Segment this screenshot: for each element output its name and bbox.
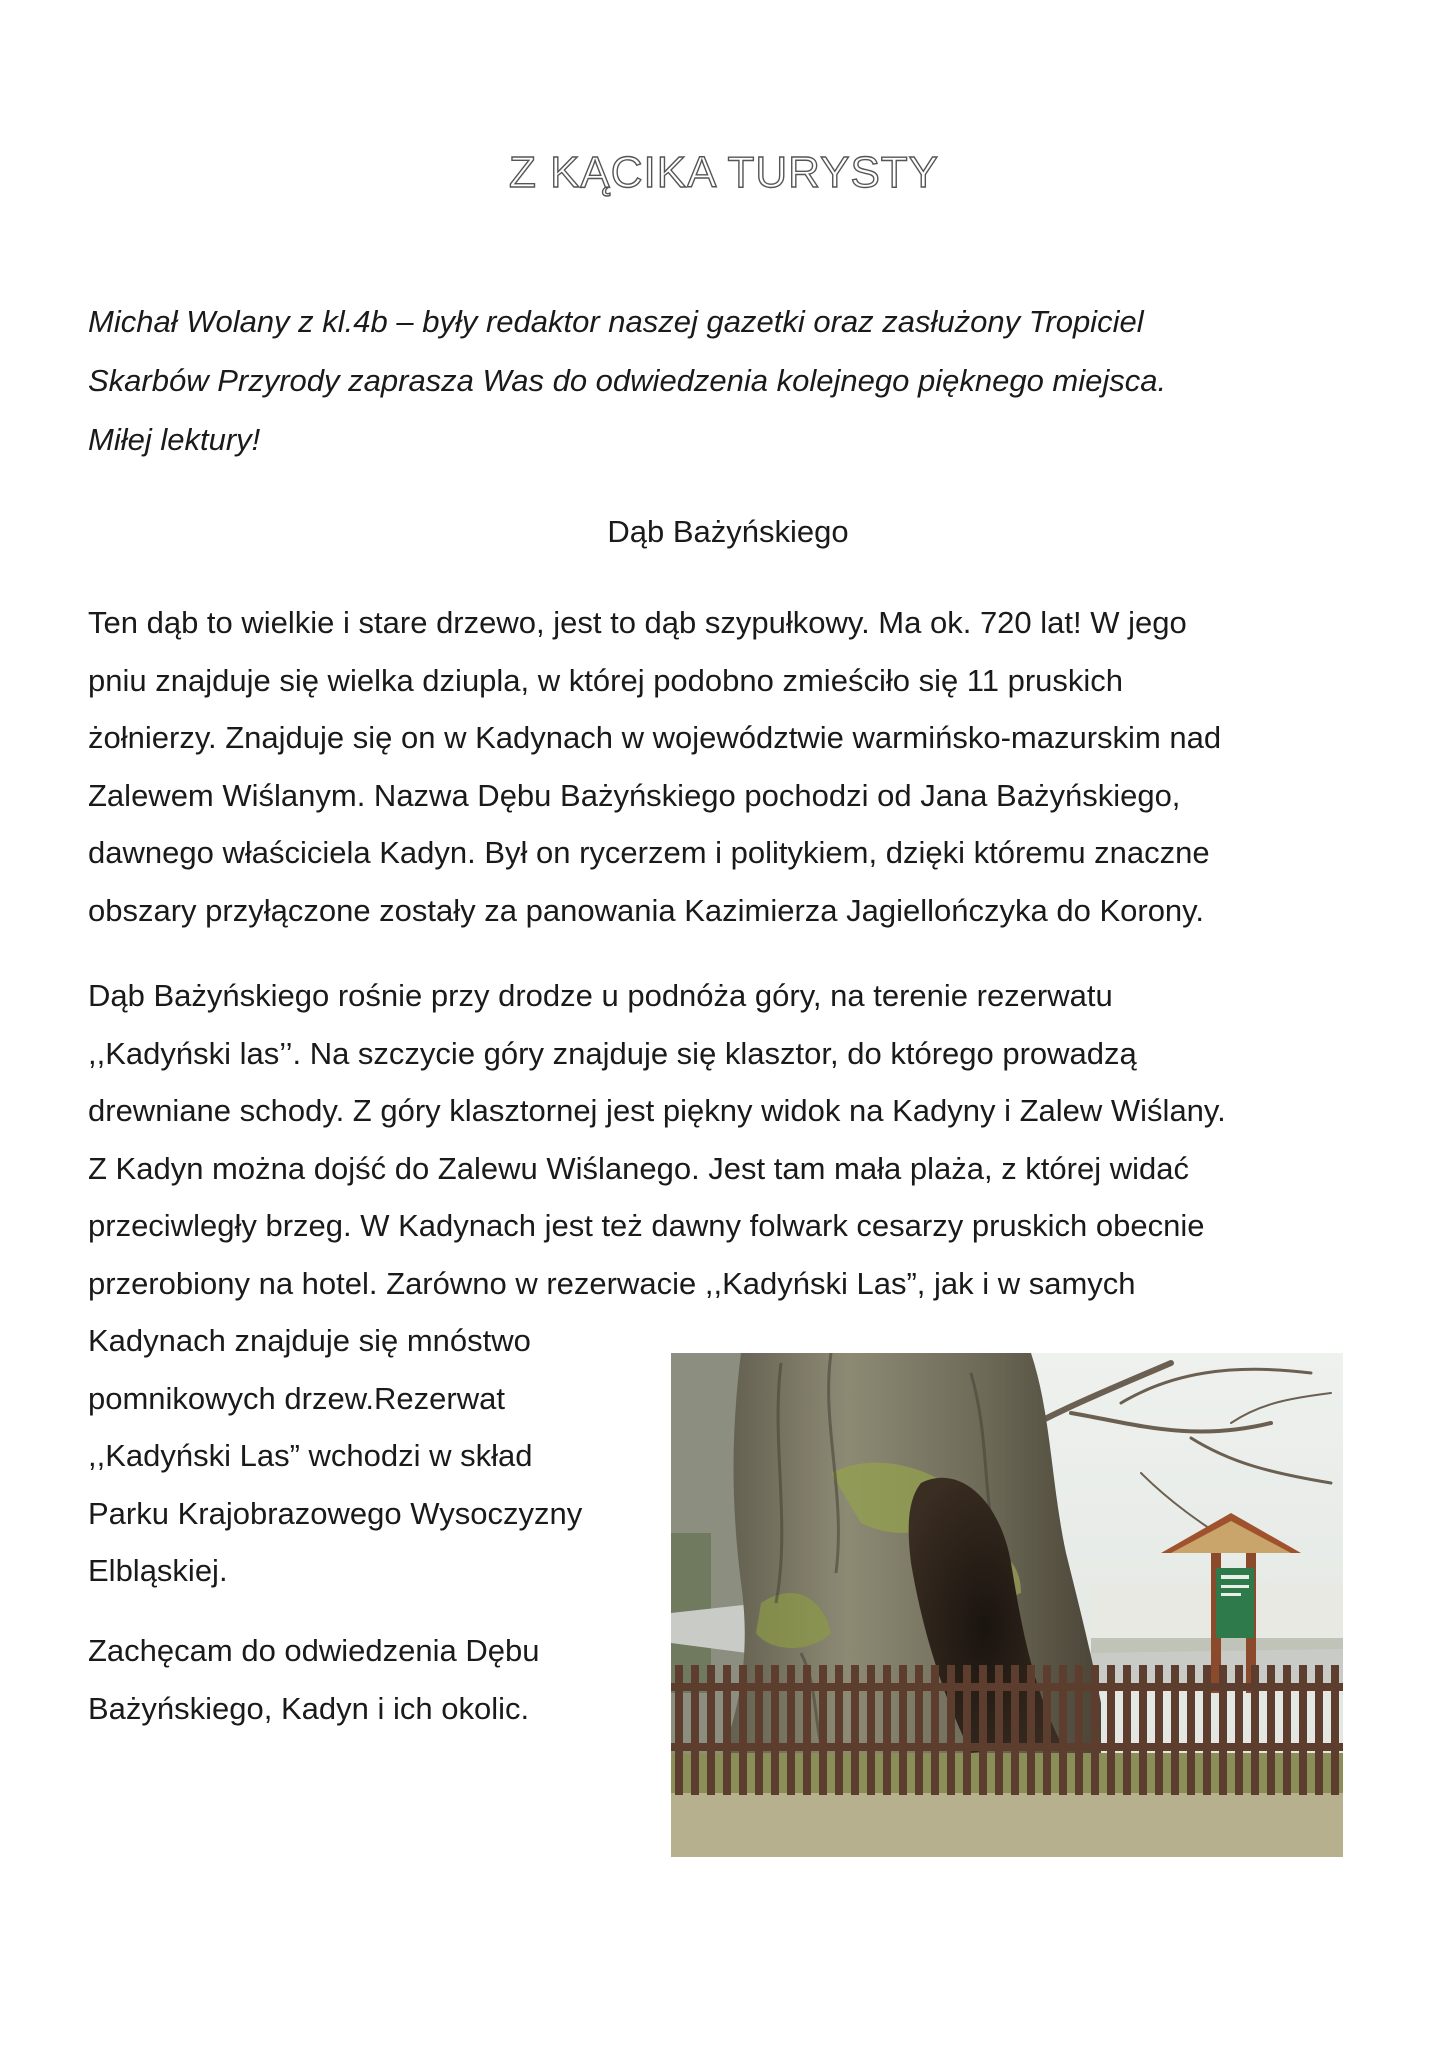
oak-tree-photo [671,1353,1343,1857]
fence-picket [707,1665,715,1795]
fence-picket [787,1665,795,1795]
paragraph-line: przerobiony na hotel. Zarówno w rezerwacie ,,Kadyński Las”, jak i w samych [88,1265,1136,1301]
paragraph-line: Dąb Bażyńskiego rośnie przy drodze u podnóża góry, na terenie rezerwatu [88,978,1113,1013]
fence-picket [675,1665,683,1795]
fence-picket [1219,1665,1227,1795]
oak-tree-illustration [671,1353,1343,1857]
fence-picket [1139,1665,1147,1795]
fence-picket [851,1665,859,1795]
fence-picket [899,1665,907,1795]
intro-line: Michał Wolany z kl.4b – były redaktor naszej gazetki oraz zasłużony Tropiciel [88,304,1144,339]
fence-picket [1043,1665,1051,1795]
fence-picket [883,1665,891,1795]
paragraph-1 [88,594,1221,939]
fence-picket [803,1665,811,1795]
fence-picket [1107,1665,1115,1795]
paragraph-line: obszary przyłączone zostały za panowania Kazimierza Jagiellończyka do Korony. [88,892,1204,928]
fence-picket [867,1665,875,1795]
article-subtitle [0,502,1448,561]
paragraph-line: Parku Krajobrazowego Wysoczyzny [88,1495,583,1531]
paragraph-line: Kadynach znajduje się mnóstwo [88,1323,531,1358]
paragraph-line: Z Kadyn można dojść do Zalewu Wiślanego. Jest tam mała plaża, z której widać [88,1150,1189,1186]
paragraph-line: Ten dąb to wielkie i stare drzewo, jest to dąb szypułkowy. Ma ok. 720 lat! W jego [88,605,1187,640]
fence-picket [1123,1665,1131,1795]
paragraph-line: pomnikowych drzew.Rezerwat [88,1380,505,1416]
fence-picket [1059,1665,1067,1795]
fence-picket [1299,1665,1307,1795]
fence-picket [1075,1665,1083,1795]
fence-picket [1155,1665,1163,1795]
fence-picket [1187,1665,1195,1795]
fence-picket [1315,1665,1323,1795]
fence-picket [1091,1665,1099,1795]
paragraph-line: dawnego właściciela Kadyn. Był on rycerzem i politykiem, dzięki któremu znaczne [88,835,1210,870]
paragraph-3 [88,1622,540,1737]
paragraph-line: ,,Kadyński Las” wchodzi w skład [88,1438,533,1473]
intro-line: Miłej lektury! [88,422,261,457]
paragraph-line: żołnierzy. Znajduje się on w Kadynach w województwie warmińsko-mazurskim nad [88,720,1222,755]
paragraph-line: Zalewem Wiślanym. Nazwa Dębu Bażyńskiego pochodzi od Jana Bażyńskiego, [88,777,1181,813]
paragraph-line: przeciwległy brzeg. W Kadynach jest też dawny folwark cesarzy pruskich obecnie [88,1208,1205,1243]
paragraph-line: pniu znajduje się wielka dziupla, w której podobno zmieściło się 11 pruskich [88,662,1124,698]
fence-picket [723,1665,731,1795]
page-title: Z KĄCIKA TURYSTY [508,148,940,197]
fence-picket [1235,1665,1243,1795]
fence-picket [1267,1665,1275,1795]
fence-picket [835,1665,843,1795]
fence-picket [931,1665,939,1795]
subtitle-text: Dąb Bażyńskiego [607,514,849,549]
intro-text [88,292,1368,469]
fence-picket [947,1665,955,1795]
fence-picket [979,1665,987,1795]
paragraph-line: Elbląskiej. [88,1553,228,1588]
fence-picket [1251,1665,1259,1795]
paragraph-line: Bażyńskiego, Kadyn i ich okolic. [88,1690,530,1726]
fence-picket [1203,1665,1211,1795]
fence-picket [771,1665,779,1795]
fence-picket [691,1665,699,1795]
paragraph-line: Zachęcam do odwiedzenia Dębu [88,1633,540,1668]
fence-picket [819,1665,827,1795]
fence-picket [1171,1665,1179,1795]
fence-picket [755,1665,763,1795]
fence-picket [1283,1665,1291,1795]
paragraph-line: ,,Kadyński las’’. Na szczycie góry znajduje się klasztor, do którego prowadzą [88,1035,1137,1071]
fence-picket [739,1665,747,1795]
fence-picket [1331,1665,1339,1795]
fence-picket [995,1665,1003,1795]
fence-picket [915,1665,923,1795]
paragraph-line: drewniane schody. Z góry klasztornej jest piękny widok na Kadyny i Zalew Wiślany. [88,1093,1226,1128]
fence-picket [963,1665,971,1795]
fence-picket [1027,1665,1035,1795]
intro-line: Skarbów Przyrody zaprasza Was do odwiedzenia kolejnego pięknego miejsca. [88,363,1167,398]
fence-picket [1011,1665,1019,1795]
